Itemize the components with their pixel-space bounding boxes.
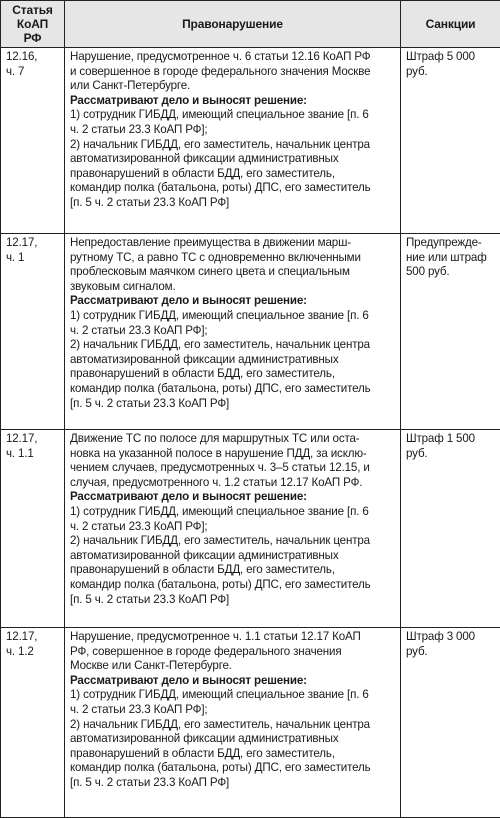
decision-header: Рассматривают дело и выносят решение:	[70, 294, 396, 309]
decision-header: Рассматривают дело и выносят решение:	[70, 674, 396, 689]
decision-item-1: 1) сотрудник ГИБДД, имеющий специальное звание [п. 6 ч. 2 статьи 23.3 КоАП РФ];	[70, 505, 396, 534]
table-row	[1, 628, 500, 818]
article-cell: 12.17, ч. 1	[1, 234, 65, 430]
sanction-cell: Штраф 1 500 руб.	[401, 430, 500, 628]
article-cell: 12.17, ч. 1.2	[1, 628, 65, 818]
decision-item-2: 2) начальник ГИБДД, его заместитель, начальник центра автоматизированной фиксации административных правонарушений в области БДД, его заместитель, командир полка (батальона, роты) ДПС, его заместитель [п. 5 ч. 2 статьи 23.3 КоАП РФ]	[70, 718, 396, 791]
header-article: Статья КоАП РФ	[1, 1, 65, 48]
header-offense: Правонарушение	[65, 1, 401, 48]
decision-item-2: 2) начальник ГИБДД, его заместитель, начальник центра автоматизированной фиксации административных правонарушений в области БДД, его заместитель, командир полка (батальона, роты) ДПС, его заместитель [п. 5 ч. 2 статьи 23.3 КоАП РФ]	[70, 138, 396, 211]
sanction-cell: Штраф 5 000 руб.	[401, 48, 500, 234]
sanction-cell: Штраф 3 000 руб.	[401, 628, 500, 818]
offense-description: Нарушение, предусмотренное ч. 1.1 статьи 12.17 КоАП РФ, совершенное в городе федерального значения Москве или Санкт-Петербурге.	[70, 630, 396, 674]
table-header-row	[1, 1, 500, 48]
offense-cell	[65, 430, 401, 628]
offense-description: Непредоставление преимущества в движении марш- рутному ТС, а равно ТС с одновременно включенными проблесковым маячком синего цвета и специальным звуковым сигналом.	[70, 236, 396, 294]
table-row	[1, 234, 500, 430]
table-row	[1, 48, 500, 234]
offense-cell	[65, 628, 401, 818]
offense-cell	[65, 234, 401, 430]
decision-item-1: 1) сотрудник ГИБДД, имеющий специальное звание [п. 6 ч. 2 статьи 23.3 КоАП РФ];	[70, 108, 396, 137]
article-cell: 12.17, ч. 1.1	[1, 430, 65, 628]
decision-item-2: 2) начальник ГИБДД, его заместитель, начальник центра автоматизированной фиксации административных правонарушений в области БДД, его заместитель, командир полка (батальона, роты) ДПС, его заместитель [п. 5 ч. 2 статьи 23.3 КоАП РФ]	[70, 534, 396, 607]
decision-item-1: 1) сотрудник ГИБДД, имеющий специальное звание [п. 6 ч. 2 статьи 23.3 КоАП РФ];	[70, 309, 396, 338]
offense-description: Нарушение, предусмотренное ч. 6 статьи 12.16 КоАП РФ и совершенное в городе федерального значения Москве или Санкт-Петербурге.	[70, 50, 396, 94]
offense-cell	[65, 48, 401, 234]
decision-item-1: 1) сотрудник ГИБДД, имеющий специальное звание [п. 6 ч. 2 статьи 23.3 КоАП РФ];	[70, 688, 396, 717]
header-sanctions: Санкции	[401, 1, 500, 48]
decision-item-2: 2) начальник ГИБДД, его заместитель, начальник центра автоматизированной фиксации административных правонарушений в области БДД, его заместитель, командир полка (батальона, роты) ДПС, его заместитель [п. 5 ч. 2 статьи 23.3 КоАП РФ]	[70, 338, 396, 411]
offense-description: Движение ТС по полосе для маршрутных ТС или оста- новка на указанной полосе в нарушение ПДД, за исклю- чением случаев, предусмотренных ч. 3–5 статьи 12.15, и случая, предусмотренного ч. 1.2 статьи 12.17 КоАП РФ.	[70, 432, 396, 490]
decision-header: Рассматривают дело и выносят решение:	[70, 94, 396, 109]
table-row	[1, 430, 500, 628]
decision-header: Рассматривают дело и выносят решение:	[70, 490, 396, 505]
article-cell: 12.16, ч. 7	[1, 48, 65, 234]
sanction-cell: Предупрежде- ние или штраф 500 руб.	[401, 234, 500, 430]
